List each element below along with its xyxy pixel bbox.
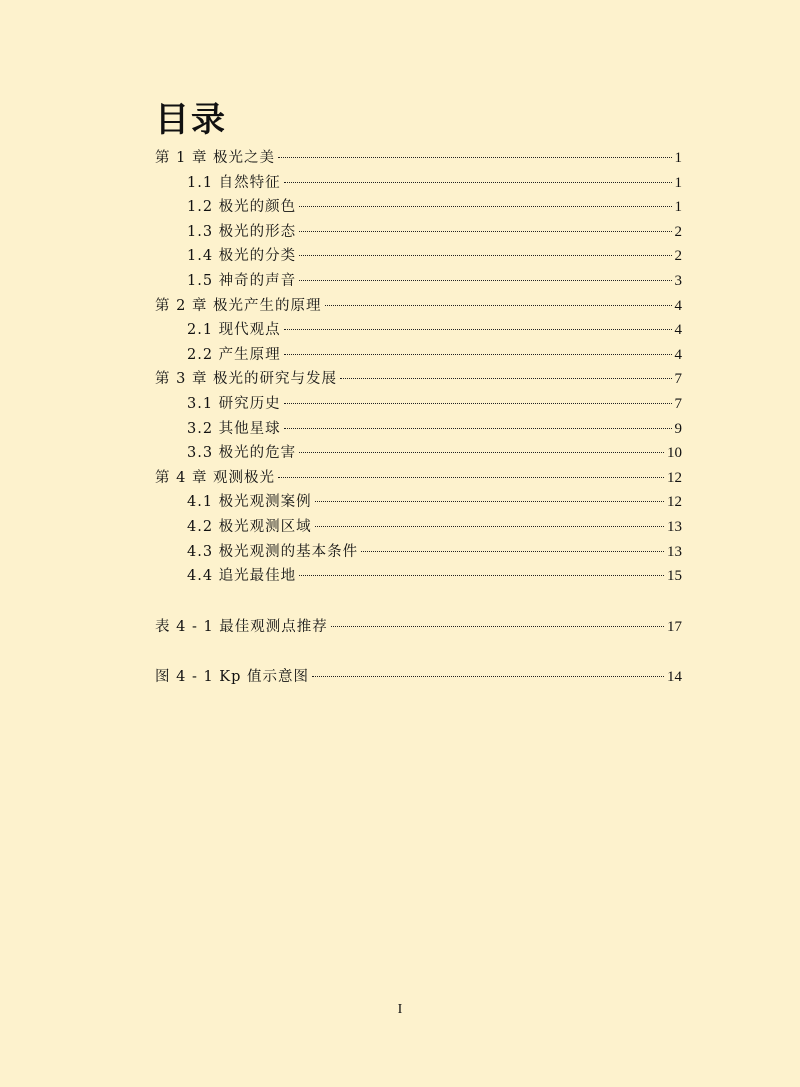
dot-leader	[299, 575, 664, 576]
toc-entry-label: 第 3 章 极光的研究与发展	[155, 371, 338, 388]
toc-entry-section-4-2[interactable]	[155, 515, 682, 540]
toc-entry-label: 3.3 极光的危害	[187, 445, 297, 462]
toc-entry-page: 4	[674, 346, 682, 363]
toc-entry-page: 2	[674, 223, 682, 240]
toc-entry-page: 1	[674, 174, 682, 191]
footer-page-number: I	[397, 1002, 403, 1017]
toc-entry-label: 1.3 极光的形态	[187, 223, 297, 240]
toc-entry-chapter-3[interactable]	[155, 367, 682, 392]
toc-entry-page: 1	[674, 150, 682, 166]
toc-entry-label: 1.5 神奇的声音	[187, 272, 297, 289]
toc-entry-section-1-2[interactable]	[155, 195, 682, 220]
toc-entry-label: 4.4 追光最佳地	[187, 568, 297, 585]
dot-leader	[315, 526, 664, 527]
toc-entry-label: 4.1 极光观测案例	[187, 494, 312, 511]
toc-entry-label: 第 4 章 观测极光	[155, 469, 276, 486]
toc-entry-label: 1.2 极光的颜色	[187, 199, 297, 216]
toc-entry-section-1-5[interactable]	[155, 269, 682, 294]
toc-entry-label: 1.4 极光的分类	[187, 248, 297, 265]
toc-entry-page: 14	[667, 669, 682, 686]
toc-entry-section-2-1[interactable]	[155, 318, 682, 343]
dot-leader	[325, 305, 672, 306]
toc-entry-figure-4-1[interactable]	[155, 665, 682, 690]
toc-entry-section-3-1[interactable]	[155, 392, 682, 417]
dot-leader	[278, 477, 664, 478]
toc-entry-page: 17	[667, 618, 682, 635]
toc-entry-chapter-1[interactable]	[155, 146, 682, 171]
toc-entry-section-4-3[interactable]	[155, 540, 682, 565]
toc-entry-label: 3.1 研究历史	[187, 395, 281, 412]
toc-entry-page: 12	[667, 469, 682, 486]
toc-entry-label: 第 2 章 极光产生的原理	[155, 297, 322, 314]
toc-entry-section-1-4[interactable]	[155, 244, 682, 269]
dot-leader	[284, 182, 672, 183]
toc-entry-section-1-1[interactable]	[155, 171, 682, 196]
toc-entry-page: 1	[674, 199, 682, 216]
toc-entry-section-4-4[interactable]	[155, 564, 682, 589]
toc-entry-label: 第 1 章 极光之美	[155, 150, 276, 166]
toc-entry-chapter-4[interactable]	[155, 466, 682, 491]
toc-entry-page: 3	[674, 272, 682, 289]
toc-entry-page: 15	[667, 568, 682, 585]
dot-leader	[312, 676, 664, 677]
dot-leader	[299, 452, 664, 453]
dot-leader	[299, 206, 671, 207]
dot-leader	[299, 280, 671, 281]
toc-entry-page: 4	[674, 297, 682, 314]
toc-entry-section-3-3[interactable]	[155, 441, 682, 466]
dot-leader	[361, 551, 664, 552]
toc-entry-page: 12	[667, 494, 682, 511]
toc-entry-section-3-2[interactable]	[155, 417, 682, 442]
toc-entry-label: 表 4 - 1 最佳观测点推荐	[155, 618, 328, 635]
toc-entry-section-1-3[interactable]	[155, 220, 682, 245]
dot-leader	[299, 231, 671, 232]
toc-entry-page: 7	[674, 371, 682, 388]
dot-leader	[299, 255, 671, 256]
toc-entry-page: 10	[667, 445, 682, 462]
toc-entry-page: 4	[674, 322, 682, 339]
page-title: 目录	[155, 100, 227, 140]
table-of-contents	[155, 146, 682, 690]
dot-leader	[340, 378, 671, 379]
toc-entry-chapter-2[interactable]	[155, 294, 682, 319]
dot-leader	[284, 403, 672, 404]
toc-entry-page: 13	[667, 518, 682, 535]
dot-leader	[331, 626, 664, 627]
toc-entry-page: 7	[674, 395, 682, 412]
toc-entry-label: 4.3 极光观测的基本条件	[187, 543, 359, 560]
toc-entry-label: 1.1 自然特征	[187, 174, 281, 191]
toc-entry-label: 4.2 极光观测区域	[187, 518, 312, 535]
dot-leader	[284, 428, 672, 429]
dot-leader	[284, 354, 672, 355]
toc-entry-label: 2.1 现代观点	[187, 322, 281, 339]
toc-entry-table-4-1[interactable]	[155, 615, 682, 640]
toc-entry-label: 图 4 - 1 Kp 值示意图	[155, 669, 310, 686]
toc-entry-page: 2	[674, 248, 682, 265]
toc-entry-section-4-1[interactable]	[155, 490, 682, 515]
toc-entry-page: 13	[667, 543, 682, 560]
dot-leader	[315, 501, 664, 502]
toc-entry-label: 2.2 产生原理	[187, 346, 281, 363]
dot-leader	[278, 157, 671, 158]
toc-entry-section-2-2[interactable]	[155, 343, 682, 368]
toc-entry-label: 3.2 其他星球	[187, 420, 281, 437]
dot-leader	[284, 329, 672, 330]
toc-entry-page: 9	[674, 420, 682, 437]
